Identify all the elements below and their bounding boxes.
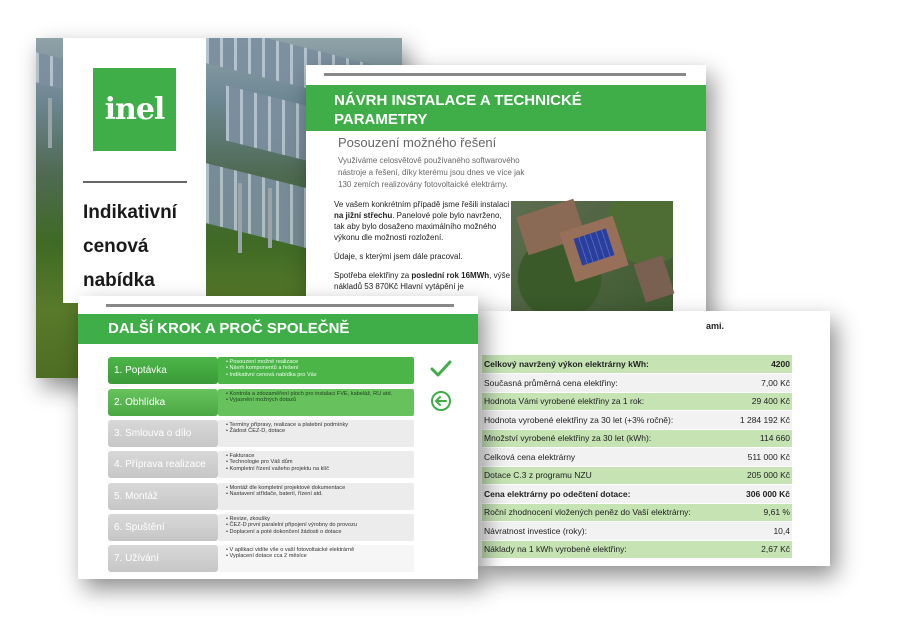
step-1-label: 1. Poptávka — [108, 357, 218, 384]
table-row: Cena elektrárny po odečtení dotace: 306 000 Kč — [482, 485, 792, 504]
table-row: Celková cena elektrárny 511 000 Kč — [482, 448, 792, 467]
next-steps-page — [78, 296, 478, 579]
text-fragment: ami. — [706, 321, 725, 331]
step-6-label: 6. Spuštění — [108, 514, 218, 541]
step-5-desc: • Montáž dle kompletní projektové dokumentace • Nastavení střídače, baterií, řízení atd. — [218, 483, 414, 510]
step-4-desc: • Fakturace • Technologie pro Váš dům • Kompletní řízení vašeho projektu na klíč — [218, 451, 414, 478]
step-7-label: 7. Užívání — [108, 545, 218, 572]
steps-title: DALŠÍ KROK A PROČ SPOLEČNĚ — [108, 320, 350, 337]
table-row: Současná průměrná cena elektřiny: 7,00 Kč — [482, 374, 792, 393]
step-1-desc: • Posouzení možné realizace • Návrh komponentů a řešení • Indikativní cenová nabídka pro Vás — [218, 357, 414, 384]
checkmark-icon — [430, 358, 452, 380]
divider — [106, 304, 454, 307]
calculation-table — [482, 355, 792, 559]
table-row: Náklady na 1 kWh vyrobené elektřiny: 2,67 Kč — [482, 540, 792, 559]
table-row: Dotace C.3 z programu NZU 205 000 Kč — [482, 466, 792, 485]
step-5-label: 5. Montáž — [108, 483, 218, 510]
tech-header — [306, 85, 706, 131]
divider — [324, 73, 686, 76]
tech-intro: Využíváme celosvětově používaného softwarového nástroje a řešení, díky kterému jsou dnes ve více jak 130 zemích realizovány fotovoltaické elektrárny. — [338, 156, 525, 189]
table-row: Celkový navržený výkon elektrárny kWh: 4200 — [482, 355, 792, 374]
cover-title: Indikativní cenová nabídka — [83, 202, 177, 291]
tech-subtitle: Posouzení možného řešení — [338, 135, 497, 150]
step-2-label: 2. Obhlídka — [108, 389, 218, 416]
table-row: Roční zhodnocení vložených peněz do Vaší elektrárny: 9,61 % — [482, 503, 792, 522]
step-6-desc: • Revize, zkoušky • ČEZ-D první paralelní připojení výrobny do provozu • Doplacení a poté dokončení žádosti o dotace — [218, 514, 414, 541]
table-row: Hodnota vyrobené elektřiny za 30 let (+3% ročně): 1 284 192 Kč — [482, 411, 792, 430]
aerial-photo — [511, 201, 673, 311]
step-2-desc: • Kontrola a zdozaměření ploch pro instalaci FVE, kabeláž, RU atd. • Vyjasnění možných dotazů — [218, 389, 414, 416]
technical-page — [306, 65, 706, 327]
inel-logo: inel — [93, 68, 176, 151]
steps-header — [78, 314, 478, 344]
calculation-page — [478, 311, 830, 566]
step-4-label: 4. Příprava realizace — [108, 451, 218, 478]
step-3-label: 3. Smlouva o dílo — [108, 420, 218, 447]
table-row: Množství vyrobené elektřiny za 30 let (kWh): 114 660 — [482, 429, 792, 448]
table-row: Hodnota Vámi vyrobené elektřiny za 1 rok: 29 400 Kč — [482, 392, 792, 411]
tech-body: Ve vašem konkrétním případě jsme řešili instalaci na jižní střechu. Panelové pole bylo navrženo, tak aby bylo dosaženo maximálního možného výkonu dle možnosti rozložení. Údaje, s kterými jsem dále pracoval. Spotřeba elektřiny za poslední rok 16MWh, výše nákladů 53 870Kč Hlavní vytápění je — [334, 200, 511, 291]
cover-card — [63, 38, 206, 303]
divider — [83, 181, 187, 183]
step-7-desc: • V aplikaci vidíte vše o vaší fotovoltaické elektrárně • Vyplacení dotace cca 2 měsíce — [218, 545, 414, 572]
step-3-desc: • Termíny přípravy, realizace a platební podmínky • Žádost ČEZ-D, dotace — [218, 420, 414, 447]
arrow-left-circle-icon — [430, 390, 452, 412]
table-row: Návratnost investice (roky): 10,4 — [482, 522, 792, 541]
tech-title: NÁVRH INSTALACE A TECHNICKÉ PARAMETRY — [334, 92, 582, 128]
